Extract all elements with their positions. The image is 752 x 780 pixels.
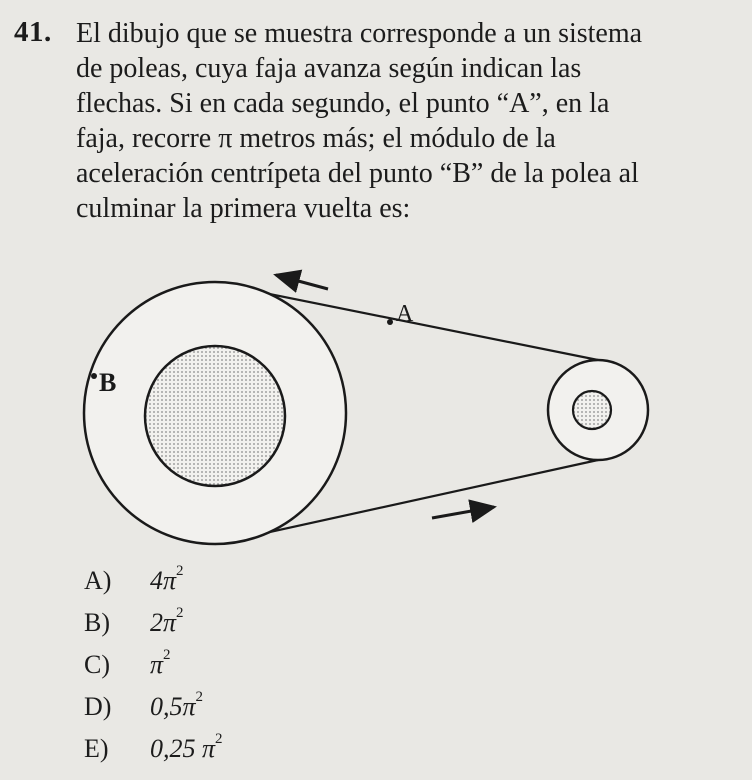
- pulley-diagram-svg: [0, 258, 752, 558]
- question-number: 41.: [14, 16, 52, 48]
- option-letter: E): [84, 734, 109, 763]
- arrow-top-icon: [276, 275, 328, 289]
- option-value: [150, 605, 184, 638]
- question-line: aceleración centrípeta del punto “B” de la polea al: [76, 158, 639, 189]
- option-exponent: 2: [163, 647, 171, 663]
- question-line: de poleas, cuya faja avanza según indican las: [76, 53, 582, 84]
- option-value: [150, 563, 184, 596]
- option-letter: B): [84, 608, 110, 637]
- question-line: faja, recorre π metros más; el módulo de la: [76, 123, 556, 154]
- label-b: B: [99, 368, 117, 397]
- option-letter: A): [84, 566, 112, 595]
- label-a: A: [396, 301, 414, 327]
- option-base: π: [150, 650, 164, 679]
- option-exponent: 2: [176, 605, 184, 621]
- option-base: 0,25 π: [150, 734, 216, 763]
- question-line: culminar la primera vuelta es:: [76, 193, 411, 224]
- point-b-dot: [91, 373, 97, 379]
- option-letter: C): [84, 650, 110, 679]
- large-pulley-inner: [145, 346, 285, 486]
- option-base: 4π: [150, 566, 177, 595]
- arrow-bottom-icon: [432, 507, 494, 518]
- option-value: [150, 647, 171, 680]
- small-pulley-inner: [573, 391, 611, 429]
- option-base: 0,5π: [150, 692, 196, 721]
- option-exponent: 2: [176, 563, 184, 579]
- option-base: 2π: [150, 608, 177, 637]
- option-letter: D): [84, 692, 112, 721]
- question-line: flechas. Si en cada segundo, el punto “A”, en la: [76, 88, 610, 119]
- question-text: [76, 16, 748, 226]
- question-line: El dibujo que se muestra corresponde a un sistema: [76, 18, 643, 49]
- option-exponent: 2: [195, 689, 204, 705]
- pulley-diagram: [0, 258, 752, 558]
- option-value: [150, 731, 223, 764]
- option-value: [150, 689, 204, 722]
- option-exponent: 2: [215, 731, 223, 747]
- point-a-dot: [387, 319, 393, 325]
